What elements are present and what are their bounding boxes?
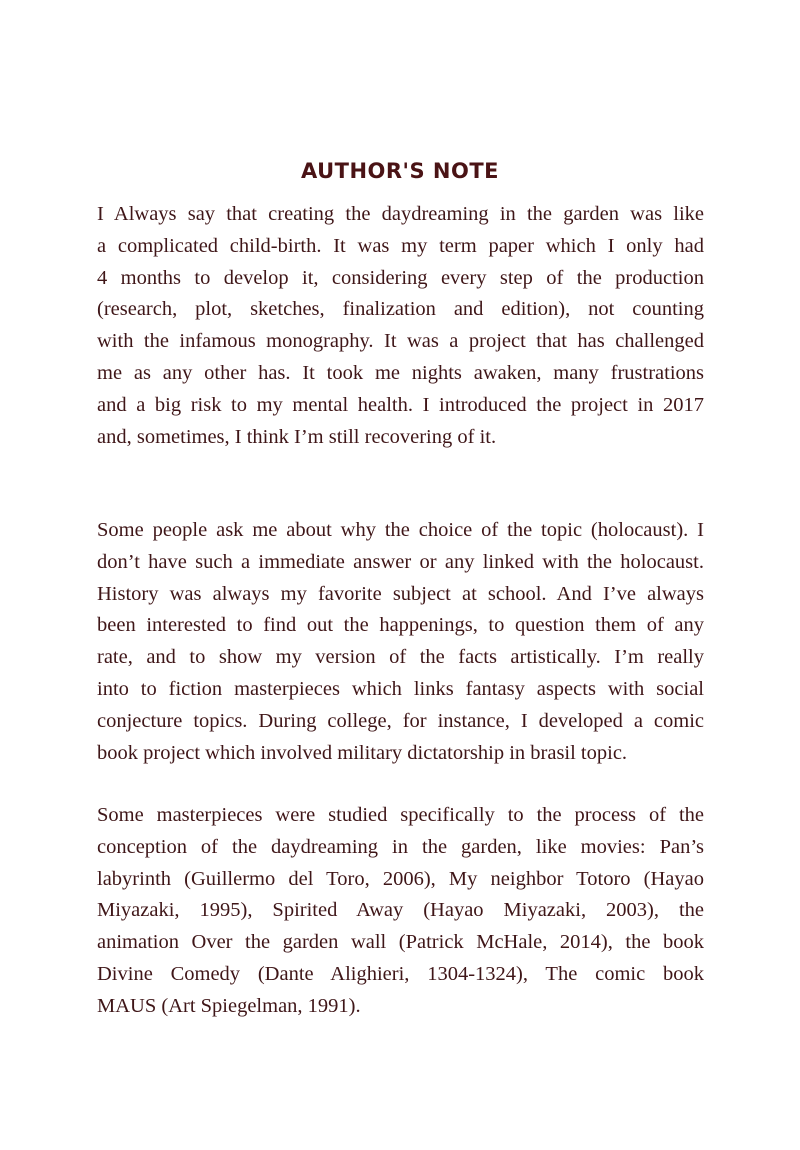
paragraph-1 — [97, 199, 704, 453]
text-line: been interested to find out the happenings, to question them of any — [97, 614, 704, 637]
text-line: and, sometimes, I think I’m still recovering of it. — [97, 425, 497, 448]
text-line: labyrinth (Guillermo del Toro, 2006), My neighbor Totoro (Hayao — [97, 867, 704, 890]
paragraph-2 — [97, 515, 704, 769]
text-line: I Always say that creating the daydreaming in the garden was like — [97, 203, 704, 225]
text-line: Miyazaki, 1995), Spirited Away (Hayao Miyazaki, 2003), the — [97, 899, 704, 922]
text-line: a complicated child-birth. It was my term paper which I only had — [97, 234, 704, 257]
page-title: AUTHOR'S NOTE — [300, 159, 500, 183]
text-line: conjecture topics. During college, for instance, I developed a comic — [97, 709, 704, 732]
text-line: book project which involved military dictatorship in brasil topic. — [97, 741, 628, 764]
text-line: animation Over the garden wall (Patrick McHale, 2014), the book — [97, 931, 704, 954]
text-line: conception of the daydreaming in the garden, like movies: Pan’s — [97, 835, 704, 858]
text-line: 4 months to develop it, considering every step of the production — [97, 266, 704, 289]
text-line: don’t have such a immediate answer or any linked with the holocaust. — [97, 550, 704, 573]
text-line: with the infamous monography. It was a project that has challenged — [97, 330, 704, 353]
text-line: Some people ask me about why the choice of the topic (holocaust). I — [97, 519, 704, 541]
text-line: me as any other has. It took me nights awaken, many frustrations — [97, 361, 704, 384]
text-line: into to fiction masterpieces which links fantasy aspects with social — [97, 677, 704, 700]
text-line: History was always my favorite subject at school. And I’ve always — [97, 582, 704, 605]
text-line: Divine Comedy (Dante Alighieri, 1304-1324), The comic book — [97, 962, 704, 985]
paragraph-3 — [97, 800, 704, 1023]
text-line: MAUS (Art Spiegelman, 1991). — [97, 994, 361, 1017]
text-line: (research, plot, sketches, finalization and edition), not counting — [97, 298, 704, 321]
text-line: rate, and to show my version of the facts artistically. I’m really — [97, 646, 704, 669]
text-line: and a big risk to my mental health. I introduced the project in 2017 — [97, 393, 704, 416]
text-line: Some masterpieces were studied specifically to the process of the — [97, 804, 704, 826]
